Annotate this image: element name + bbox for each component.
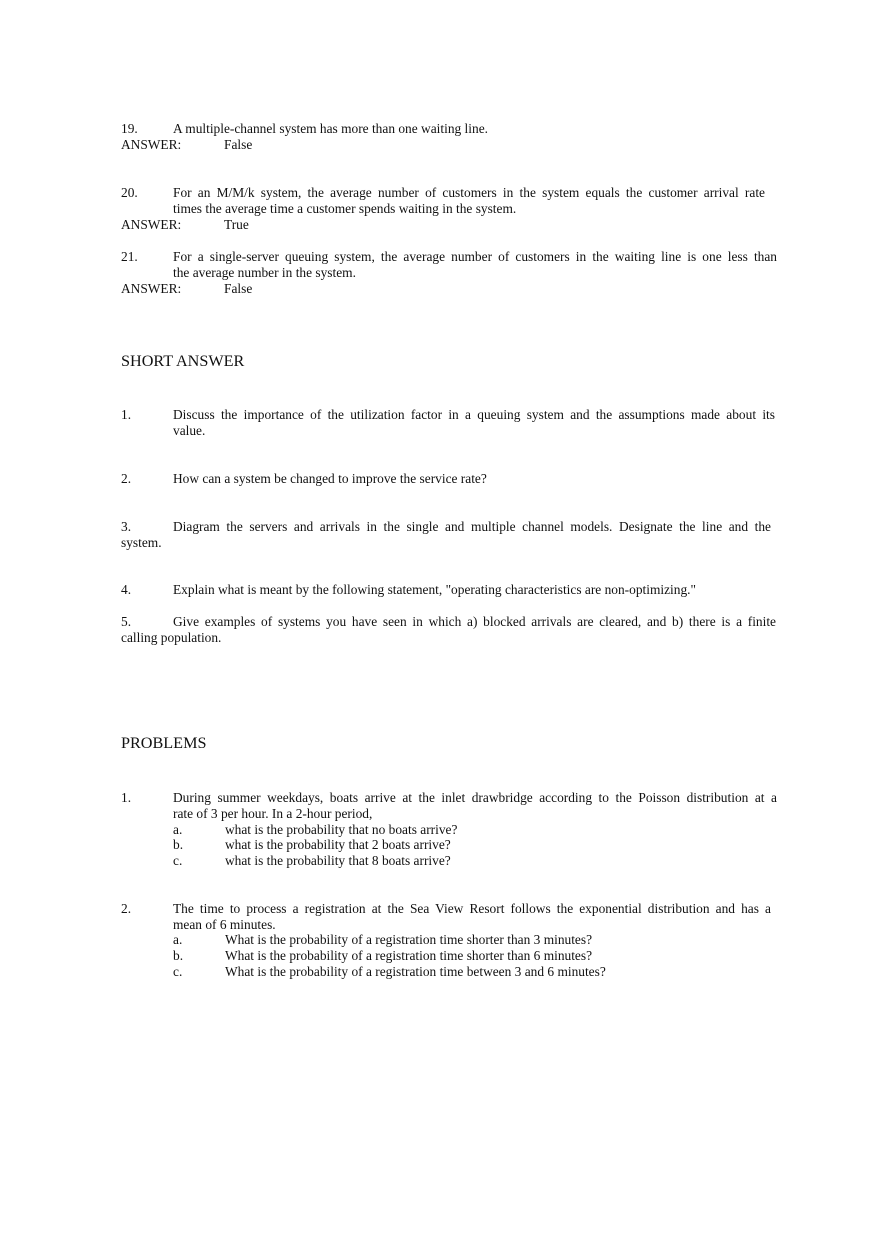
question-number: 20. [121, 185, 138, 200]
sub-question-letter: a. [173, 932, 183, 947]
question-text: Give examples of systems you have seen in which a) blocked arrivals are cleared, and b) there is a finite [173, 614, 776, 629]
question-text: A multiple-channel system has more than one waiting line. [173, 121, 488, 136]
problem-text: The time to process a registration at the Sea View Resort follows the exponential distribution and has a [173, 901, 771, 916]
sub-question-letter: c. [173, 964, 183, 979]
section-heading-short-answer: SHORT ANSWER [121, 352, 245, 370]
problem-number: 2. [121, 901, 132, 916]
question-text: For a single-server queuing system, the average number of customers in the waiting line is one less than [173, 249, 777, 264]
section-heading-problems: PROBLEMS [121, 734, 207, 752]
sub-question-letter: a. [173, 822, 183, 837]
question-text: times the average time a customer spends waiting in the system. [173, 201, 517, 216]
question-number: 21. [121, 249, 138, 264]
problem-text: mean of 6 minutes. [173, 917, 276, 932]
question-text: the average number in the system. [173, 265, 356, 280]
question-text: calling population. [121, 630, 222, 645]
sub-question-letter: b. [173, 837, 184, 852]
question-text: system. [121, 535, 162, 550]
question-number: 4. [121, 582, 132, 597]
question-text: Diagram the servers and arrivals in the single and multiple channel models. Designate the line and the [173, 519, 771, 534]
answer-value: True [224, 217, 249, 232]
question-number: 19. [121, 121, 138, 136]
problem-number: 1. [121, 790, 132, 805]
problem-text: rate of 3 per hour. In a 2-hour period, [173, 806, 373, 821]
question-text: For an M/M/k system, the average number of customers in the system equals the customer arrival rate [173, 185, 765, 200]
answer-value: False [224, 137, 253, 152]
question-text: How can a system be changed to improve the service rate? [173, 471, 487, 486]
answer-value: False [224, 281, 253, 296]
question-text: Explain what is meant by the following statement, "operating characteristics are non-optimizing." [173, 582, 696, 597]
answer-label: ANSWER: [121, 281, 182, 296]
sub-question-text: What is the probability of a registration time shorter than 3 minutes? [225, 932, 593, 947]
question-number: 1. [121, 407, 132, 422]
problem-text: During summer weekdays, boats arrive at the inlet drawbridge according to the Poisson distribution at a [173, 790, 777, 805]
sub-question-letter: c. [173, 853, 183, 868]
sub-question-text: What is the probability of a registration time between 3 and 6 minutes? [225, 964, 606, 979]
sub-question-text: What is the probability of a registration time shorter than 6 minutes? [225, 948, 593, 963]
sub-question-letter: b. [173, 948, 184, 963]
sub-question-text: what is the probability that no boats arrive? [225, 822, 458, 837]
sub-question-text: what is the probability that 2 boats arrive? [225, 837, 451, 852]
question-number: 3. [121, 519, 132, 534]
question-number: 2. [121, 471, 132, 486]
answer-label: ANSWER: [121, 217, 182, 232]
answer-label: ANSWER: [121, 137, 182, 152]
question-number: 5. [121, 614, 132, 629]
sub-question-text: what is the probability that 8 boats arrive? [225, 853, 451, 868]
question-text: Discuss the importance of the utilization factor in a queuing system and the assumptions made about its [173, 407, 775, 422]
question-text: value. [173, 423, 206, 438]
